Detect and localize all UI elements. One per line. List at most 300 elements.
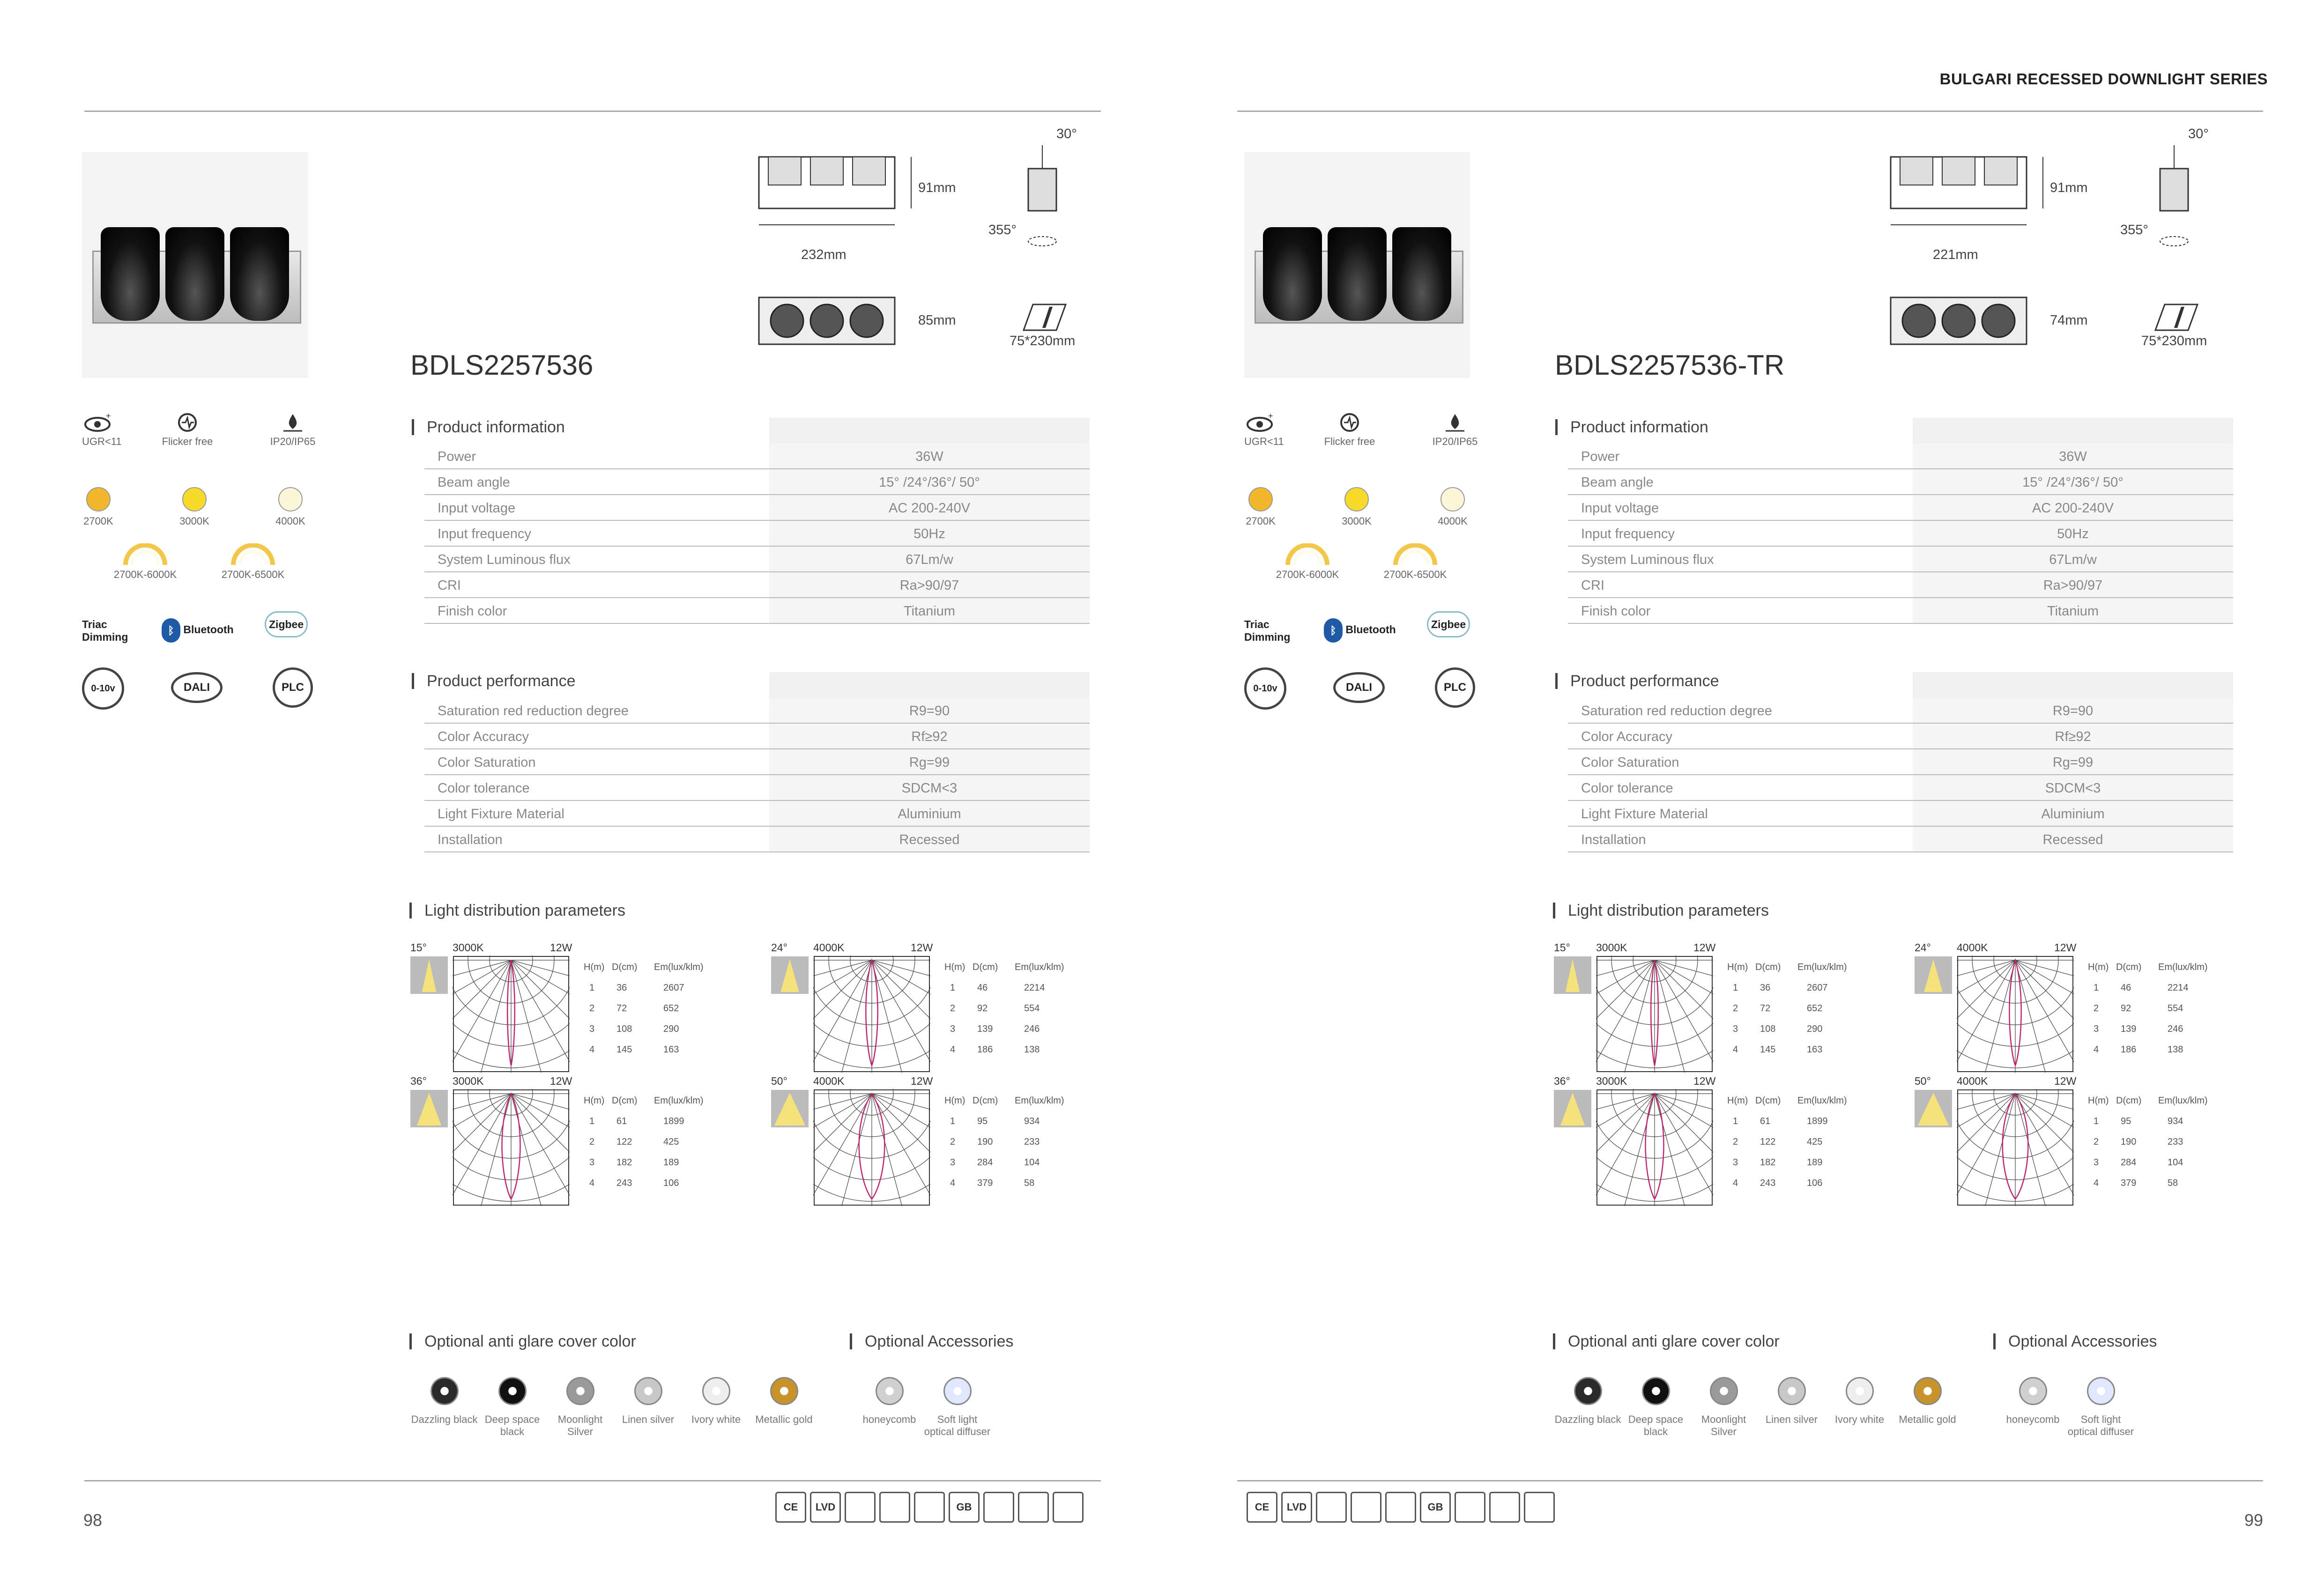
table-cell: 104	[1024, 1157, 1040, 1168]
tunable-2-label: 2700K-6500K	[221, 569, 285, 580]
table-row	[1568, 521, 2233, 547]
table-cell: 3	[589, 1024, 595, 1034]
spec-name: Installation	[438, 832, 503, 847]
table-cell: 2	[2094, 1003, 2099, 1014]
table-row	[424, 775, 1090, 801]
spec-name: Color tolerance	[1581, 781, 1673, 796]
accessory-swatches	[1999, 1377, 2135, 1438]
table-cell: 122	[616, 1137, 632, 1147]
column-header: D(cm)	[612, 962, 638, 972]
table-row	[424, 698, 1090, 724]
beam-swatch	[410, 956, 448, 994]
polar-curve-diagram	[813, 955, 930, 1073]
bluetooth-label: Bluetooth	[1345, 623, 1396, 636]
spec-name: CRI	[438, 578, 461, 593]
plc-icon: PLC	[1435, 667, 1475, 708]
page-number: 99	[2244, 1510, 2263, 1530]
table-cell: 243	[616, 1178, 632, 1188]
spec-name: Color Saturation	[1581, 755, 1679, 770]
table-cell: 2607	[663, 983, 684, 993]
certification-mark-icon	[1351, 1492, 1381, 1523]
table-cell: 3	[2094, 1157, 2099, 1168]
table-cell: 284	[977, 1157, 993, 1168]
spec-name: Saturation red reduction degree	[1581, 703, 1772, 718]
table-cell: 934	[1024, 1116, 1040, 1126]
color-swatch	[923, 1377, 991, 1438]
color-swatch	[614, 1377, 682, 1438]
table-row	[424, 469, 1090, 495]
flicker-label: Flicker free	[162, 436, 213, 447]
product-information-table	[424, 444, 1090, 624]
cutout-dimension: 75*230mm	[2141, 333, 2207, 348]
polar-curve-diagram	[1957, 1089, 2074, 1206]
table-cell: 4	[1733, 1044, 1738, 1055]
table-cell: 139	[2121, 1024, 2137, 1034]
table-cell: 4	[2094, 1044, 2099, 1055]
tilt-angle: 30°	[1056, 126, 1077, 141]
table-row	[424, 521, 1090, 547]
column-header: D(cm)	[2116, 962, 2142, 972]
spec-name: Light Fixture Material	[1581, 807, 1708, 822]
table-cell: 4	[2094, 1178, 2099, 1188]
color-dot-4000k	[1440, 487, 1465, 511]
swatch-label: Moonlight Silver	[557, 1414, 603, 1437]
model-number: BDLS2257536	[410, 349, 594, 381]
certification-mark-icon: LVD	[1281, 1492, 1312, 1523]
beam-swatch	[410, 1090, 448, 1127]
height-dimension: 91mm	[2050, 180, 2088, 195]
swatch-ring-icon	[702, 1377, 730, 1405]
column-header: D(cm)	[1755, 962, 1781, 972]
table-cell: 246	[2168, 1024, 2183, 1034]
column-header: Em(lux/klm)	[1797, 1096, 1847, 1106]
spec-value: R9=90	[2052, 703, 2094, 718]
table-cell: 2214	[1024, 983, 1045, 993]
swatch-ring-icon	[1846, 1377, 1874, 1405]
certification-mark-icon: GB	[949, 1492, 980, 1523]
dimming-0-10v-icon: 0-10v	[82, 667, 124, 710]
ip-label: IP20/IP65	[1432, 436, 1478, 447]
table-row	[424, 598, 1090, 624]
feature-icons	[1244, 412, 1497, 721]
polar-curve-diagram	[1596, 955, 1713, 1073]
color-swatch	[1758, 1377, 1826, 1438]
table-cell: 246	[1024, 1024, 1040, 1034]
series-title: BULGARI RECESSED DOWNLIGHT SERIES	[1939, 70, 2268, 88]
table-cell: 163	[1807, 1044, 1823, 1055]
column-header: D(cm)	[2116, 1096, 2142, 1106]
table-row	[1568, 495, 2233, 521]
spec-value: AC 200-240V	[2032, 501, 2114, 516]
wattage-label: 12W	[1693, 1075, 1716, 1087]
spec-name: Finish color	[1581, 604, 1651, 619]
table-cell: 3	[950, 1157, 956, 1168]
swatch-label: Metallic gold	[755, 1414, 813, 1425]
top-divider	[84, 111, 1101, 112]
color-swatch	[2067, 1377, 2135, 1438]
anti-glare-heading: Optional anti glare cover color	[1568, 1333, 1780, 1350]
cct-label: 4000K	[1957, 1075, 1988, 1087]
spec-value: 15° /24°/36°/ 50°	[2022, 475, 2124, 490]
spec-value: 15° /24°/36°/ 50°	[879, 475, 980, 490]
spec-name: CRI	[1581, 578, 1604, 593]
table-cell: 72	[616, 1003, 627, 1014]
table-cell: 425	[1807, 1137, 1823, 1147]
table-cell: 61	[616, 1116, 627, 1126]
swatch-ring-icon	[1642, 1377, 1670, 1405]
spec-value: Recessed	[2042, 832, 2103, 847]
column-header: H(m)	[584, 1096, 605, 1106]
side-view-drawing	[1881, 150, 2036, 244]
certification-mark-icon: CE	[775, 1492, 806, 1523]
polar-curve-diagram	[453, 1089, 570, 1206]
height-dimension: 91mm	[918, 180, 956, 195]
product-photo	[82, 152, 308, 378]
beam-swatch	[1915, 1090, 1952, 1127]
rotate-angle: 355°	[988, 222, 1017, 237]
table-cell: 186	[2121, 1044, 2137, 1055]
table-cell: 46	[977, 983, 988, 993]
certification-marks	[775, 1492, 1084, 1523]
spec-name: Color tolerance	[438, 781, 530, 796]
cct-4000-label: 4000K	[1438, 515, 1468, 527]
ip-label: IP20/IP65	[270, 436, 316, 447]
beam-angle-label: 50°	[1915, 1075, 1931, 1087]
catalog-page	[1162, 0, 2324, 1577]
table-cell: 2	[1733, 1137, 1738, 1147]
table-cell: 182	[616, 1157, 632, 1168]
swatch-label: Soft light optical diffuser	[2067, 1414, 2134, 1437]
spec-value: Aluminium	[898, 807, 961, 822]
plc-icon: PLC	[273, 667, 313, 708]
spec-value: Ra>90/97	[899, 578, 959, 593]
certification-mark-icon	[1053, 1492, 1084, 1523]
spec-name: Light Fixture Material	[438, 807, 564, 822]
svg-text:+: +	[106, 412, 111, 421]
table-cell: 2	[589, 1003, 595, 1014]
table-cell: 122	[1760, 1137, 1776, 1147]
cct-label: 4000K	[813, 941, 845, 954]
zigbee-label: Zigbee	[265, 611, 308, 637]
table-cell: 182	[1760, 1157, 1776, 1168]
top-view-drawing	[1881, 295, 2036, 347]
zigbee-label: Zigbee	[1427, 611, 1470, 637]
tilt-angle: 30°	[2188, 126, 2209, 141]
certification-mark-icon	[983, 1492, 1014, 1523]
flicker-free-icon	[1338, 412, 1361, 433]
table-cell: 3	[1733, 1157, 1738, 1168]
table-row	[1568, 827, 2233, 852]
table-row	[1568, 469, 2233, 495]
swatch-label: Deep space black	[1628, 1414, 1684, 1437]
table-cell: 2	[950, 1003, 956, 1014]
tunable-2-label: 2700K-6500K	[1383, 569, 1447, 580]
certification-mark-icon	[1385, 1492, 1416, 1523]
table-row	[1568, 598, 2233, 624]
swatch-ring-icon	[2019, 1377, 2047, 1405]
bottom-divider	[84, 1480, 1101, 1481]
beam-swatch	[771, 956, 809, 994]
light-distribution-block	[1554, 1075, 1957, 1211]
cct-label: 3000K	[453, 1075, 484, 1087]
table-cell: 138	[2168, 1044, 2183, 1055]
table-cell: 652	[663, 1003, 679, 1014]
cct-2700-label: 2700K	[83, 515, 113, 527]
column-header: Em(lux/klm)	[654, 1096, 704, 1106]
top-divider	[1237, 111, 2263, 112]
table-cell: 934	[2168, 1116, 2183, 1126]
width-dimension: 232mm	[801, 247, 846, 262]
table-cell: 106	[1807, 1178, 1823, 1188]
tunable-1-label: 2700K-6000K	[1276, 569, 1339, 580]
table-cell: 58	[2168, 1178, 2178, 1188]
certification-mark-icon	[1524, 1492, 1555, 1523]
tunable-arc-icon	[1392, 543, 1439, 566]
anti-glare-swatches	[410, 1377, 818, 1438]
width-dimension: 221mm	[1933, 247, 1978, 262]
spec-name: Color Saturation	[438, 755, 536, 770]
wattage-label: 12W	[911, 1075, 933, 1087]
eye-icon	[83, 412, 113, 433]
spec-name: Beam angle	[438, 475, 510, 490]
color-swatch	[410, 1377, 478, 1438]
color-dot-3000k	[182, 487, 207, 511]
table-cell: 72	[1760, 1003, 1771, 1014]
table-row	[1568, 775, 2233, 801]
table-row	[1568, 698, 2233, 724]
depth-dimension: 74mm	[2050, 313, 2088, 328]
table-cell: 190	[2121, 1137, 2137, 1147]
light-distribution-heading: Light distribution parameters	[424, 902, 626, 919]
product-performance-table	[424, 698, 1090, 852]
light-distribution-block	[771, 941, 1174, 1077]
table-cell: 243	[1760, 1178, 1776, 1188]
swatch-ring-icon	[943, 1377, 972, 1405]
triac-label: Triac Dimming	[82, 618, 128, 643]
certification-mark-icon: LVD	[810, 1492, 841, 1523]
table-cell: 2	[1733, 1003, 1738, 1014]
top-view-drawing	[750, 295, 904, 347]
spec-value: Titanium	[903, 604, 956, 619]
cct-label: 3000K	[1596, 941, 1627, 954]
polar-curve-diagram	[453, 955, 570, 1073]
table-cell: 2	[589, 1137, 595, 1147]
swatch-ring-icon	[431, 1377, 459, 1405]
table-cell: 554	[2168, 1003, 2183, 1014]
light-distribution-block	[410, 1075, 813, 1211]
waterproof-icon	[1444, 412, 1466, 433]
spec-value: 36W	[915, 449, 943, 464]
column-header: Em(lux/klm)	[654, 962, 704, 972]
color-swatch	[478, 1377, 546, 1438]
certification-mark-icon	[845, 1492, 876, 1523]
spec-value: Rf≥92	[911, 729, 948, 744]
bottom-divider	[1237, 1480, 2263, 1481]
color-swatch	[855, 1377, 923, 1438]
table-cell: 4	[589, 1044, 595, 1055]
tunable-arc-icon	[1284, 543, 1331, 566]
beam-swatch	[1554, 956, 1591, 994]
spec-name: Input voltage	[438, 501, 516, 516]
beam-swatch	[771, 1090, 809, 1127]
spec-name: System Luminous flux	[1581, 552, 1714, 567]
spec-name: Power	[438, 449, 476, 464]
table-cell: 92	[2121, 1003, 2131, 1014]
table-cell: 3	[1733, 1024, 1738, 1034]
ugr-label: UGR<11	[1244, 436, 1284, 447]
spec-name: Beam angle	[1581, 475, 1654, 490]
spec-value: R9=90	[909, 703, 950, 718]
wattage-label: 12W	[550, 941, 572, 954]
light-distribution-block	[1915, 941, 2317, 1077]
column-header: H(m)	[1727, 1096, 1748, 1106]
cct-4000-label: 4000K	[275, 515, 305, 527]
column-header: D(cm)	[973, 962, 998, 972]
table-row	[1568, 749, 2233, 775]
table-row	[1568, 572, 2233, 598]
certification-mark-icon	[879, 1492, 910, 1523]
bluetooth-icon: ᛒ	[162, 618, 180, 643]
column-header: D(cm)	[1755, 1096, 1781, 1106]
wattage-label: 12W	[2054, 1075, 2077, 1087]
certification-mark-icon	[1018, 1492, 1049, 1523]
anti-glare-swatches	[1554, 1377, 1961, 1438]
table-cell: 4	[950, 1044, 956, 1055]
swatch-label: Dazzling black	[1554, 1414, 1621, 1425]
dali-icon: DALI	[171, 672, 223, 703]
table-cell: 106	[663, 1178, 679, 1188]
table-row	[424, 444, 1090, 469]
column-header: Em(lux/klm)	[2158, 962, 2208, 972]
table-cell: 1899	[1807, 1116, 1828, 1126]
table-cell: 290	[1807, 1024, 1823, 1034]
rotate-angle: 355°	[2120, 222, 2148, 237]
table-cell: 145	[1760, 1044, 1776, 1055]
eye-icon	[1246, 412, 1276, 433]
polar-curve-diagram	[813, 1089, 930, 1206]
table-cell: 1	[2094, 983, 2099, 993]
table-row	[424, 572, 1090, 598]
product-photo	[1244, 152, 1470, 378]
table-row	[1568, 724, 2233, 749]
column-header: H(m)	[944, 1096, 965, 1106]
beam-angle-label: 36°	[410, 1075, 427, 1087]
accessory-swatches	[855, 1377, 991, 1438]
table-cell: 1	[2094, 1116, 2099, 1126]
accessories-heading: Optional Accessories	[2008, 1333, 2157, 1350]
color-swatch	[1554, 1377, 1622, 1438]
light-distribution-block	[1554, 941, 1957, 1077]
waterproof-icon	[282, 412, 304, 433]
spec-name: Installation	[1581, 832, 1646, 847]
light-distribution-block	[771, 1075, 1174, 1211]
certification-mark-icon: CE	[1247, 1492, 1277, 1523]
table-cell: 4	[589, 1178, 595, 1188]
table-row	[1568, 547, 2233, 572]
table-cell: 379	[977, 1178, 993, 1188]
flicker-free-icon	[176, 412, 199, 433]
beam-swatch	[1554, 1090, 1591, 1127]
table-cell: 139	[977, 1024, 993, 1034]
swatch-label: Metallic gold	[1899, 1414, 1956, 1425]
column-header: D(cm)	[973, 1096, 998, 1106]
light-distribution-heading: Light distribution parameters	[1568, 902, 1769, 919]
cct-label: 4000K	[1957, 941, 1988, 954]
polar-curve-diagram	[1957, 955, 2074, 1073]
swatch-label: Ivory white	[1834, 1414, 1885, 1425]
table-cell: 36	[1760, 983, 1771, 993]
bluetooth-label: Bluetooth	[183, 623, 234, 636]
cutout-drawing	[2146, 300, 2207, 337]
tunable-1-label: 2700K-6000K	[113, 569, 177, 580]
swatch-label: honeycomb	[2006, 1414, 2060, 1425]
color-dot-3000k	[1344, 487, 1369, 511]
column-header: H(m)	[2088, 962, 2109, 972]
table-cell: 46	[2121, 983, 2131, 993]
certification-mark-icon	[1455, 1492, 1485, 1523]
table-cell: 95	[2121, 1116, 2131, 1126]
swatch-ring-icon	[1778, 1377, 1806, 1405]
anti-glare-heading: Optional anti glare cover color	[424, 1333, 636, 1350]
table-cell: 233	[2168, 1137, 2183, 1147]
beam-angle-label: 50°	[771, 1075, 787, 1087]
column-header: H(m)	[584, 962, 605, 972]
spec-value: 67Lm/w	[2049, 552, 2097, 567]
table-row	[424, 749, 1090, 775]
color-swatch	[1826, 1377, 1893, 1438]
cutout-drawing	[1014, 300, 1075, 337]
dimming-0-10v-icon: 0-10v	[1244, 667, 1286, 710]
swatch-ring-icon	[770, 1377, 798, 1405]
cct-label: 3000K	[1596, 1075, 1627, 1087]
swatch-ring-icon	[1710, 1377, 1738, 1405]
cct-3000-label: 3000K	[1342, 515, 1372, 527]
tunable-arc-icon	[122, 543, 169, 566]
spec-value: SDCM<3	[2045, 781, 2101, 796]
table-cell: 189	[663, 1157, 679, 1168]
column-header: Em(lux/klm)	[2158, 1096, 2208, 1106]
table-cell: 554	[1024, 1003, 1040, 1014]
table-cell: 92	[977, 1003, 988, 1014]
beam-angle-label: 15°	[1554, 941, 1570, 954]
spec-value: AC 200-240V	[888, 501, 971, 516]
wattage-label: 12W	[911, 941, 933, 954]
product-information-heading: Product information	[1570, 418, 1708, 436]
color-swatch	[1999, 1377, 2067, 1438]
spec-value: Recessed	[899, 832, 960, 847]
spec-value: Ra>90/97	[2043, 578, 2103, 593]
table-cell: 108	[1760, 1024, 1776, 1034]
color-swatch	[682, 1377, 750, 1438]
spec-name: Input voltage	[1581, 501, 1659, 516]
cutout-dimension: 75*230mm	[1010, 333, 1076, 348]
column-header: D(cm)	[612, 1096, 638, 1106]
wattage-label: 12W	[2054, 941, 2077, 954]
column-header: Em(lux/klm)	[1015, 962, 1064, 972]
column-header: Em(lux/klm)	[1015, 1096, 1064, 1106]
swatch-label: Deep space black	[484, 1414, 540, 1437]
tilt-drawing	[1021, 141, 1063, 262]
table-cell: 3	[950, 1024, 956, 1034]
swatch-label: Linen silver	[622, 1414, 675, 1425]
spec-name: Input frequency	[438, 526, 531, 541]
table-cell: 1	[589, 1116, 595, 1126]
side-view-drawing	[750, 150, 904, 244]
color-dot-2700k	[86, 487, 111, 511]
swatch-label: Moonlight Silver	[1701, 1414, 1746, 1437]
table-cell: 189	[1807, 1157, 1823, 1168]
table-cell: 1	[589, 983, 595, 993]
